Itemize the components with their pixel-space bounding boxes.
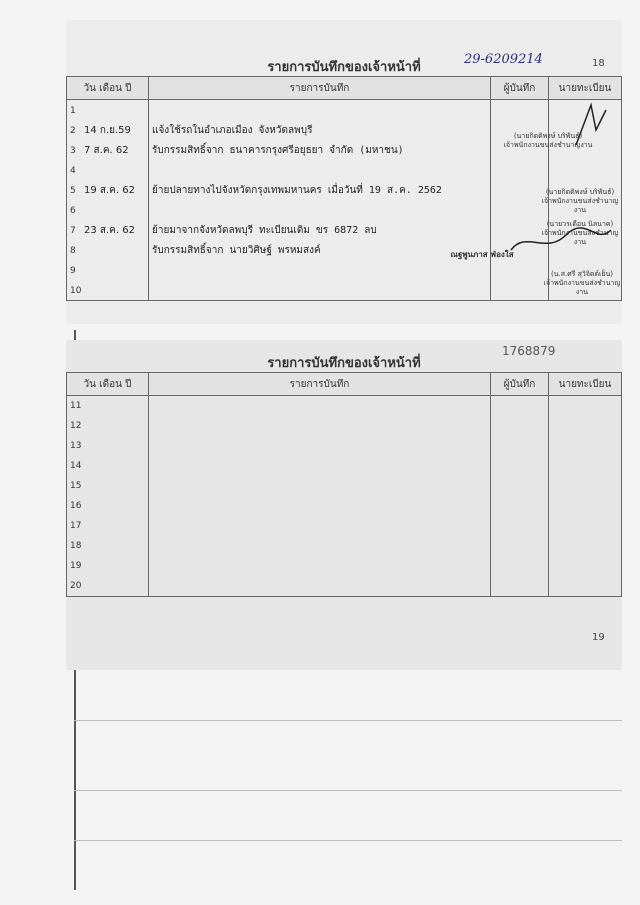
recorder-cell: [491, 476, 549, 496]
table-row: [67, 160, 622, 180]
date-cell: [67, 436, 149, 456]
date-cell: [67, 100, 149, 121]
handwritten-reference: 29-6209214: [464, 52, 543, 67]
row-number: 6: [70, 205, 76, 216]
recorder-cell: [491, 260, 549, 280]
date-cell: [67, 140, 149, 160]
serial-number: 1768879: [502, 344, 556, 358]
header-registrar: นายทะเบียน: [549, 373, 622, 396]
header-date: วัน เดือน ปี: [67, 373, 149, 396]
stamp-signature-4: ณฐพูนภาส ฟ่องใส: [450, 250, 514, 259]
recorder-cell: [491, 516, 549, 536]
table-row: [67, 260, 622, 280]
recorder-cell: [491, 160, 549, 180]
recorder-cell: [491, 556, 549, 576]
entry-cell: [149, 200, 491, 220]
divider: [74, 840, 622, 841]
sheet-title: รายการบันทึกของเจ้าหน้าที่: [267, 60, 421, 75]
entry-text: แจ้งใช้รถในอำเภอเมือง จังหวัดลพบุรี: [152, 124, 313, 136]
date-cell: [67, 416, 149, 436]
registrar-cell: [549, 576, 622, 597]
record-sheet-18: [66, 20, 622, 324]
entry-cell: [149, 556, 491, 576]
registrar-cell: [549, 496, 622, 516]
divider: [74, 790, 622, 791]
entry-cell: [149, 396, 491, 417]
recorder-cell: [491, 280, 549, 301]
entry-cell: [149, 280, 491, 301]
row-number: 10: [70, 285, 82, 296]
header-entry: รายการบันทึก: [149, 77, 491, 100]
date-cell: [67, 556, 149, 576]
sheet-title: รายการบันทึกของเจ้าหน้าที่: [267, 356, 421, 371]
date-value: 14 ก.ย.59: [84, 124, 131, 136]
header-registrar: นายทะเบียน: [549, 77, 622, 100]
table-row: [67, 536, 622, 556]
header-recorder: ผู้บันทึก: [491, 77, 549, 100]
date-cell: [67, 476, 149, 496]
date-cell: [67, 496, 149, 516]
date-cell: [67, 200, 149, 220]
row-number: 1: [70, 105, 76, 116]
entry-text: ย้ายปลายทางไปจังหวัดกรุงเทพมหานคร เมื่อวันที่ 19 ส.ค. 2562: [152, 184, 442, 196]
entry-cell: [149, 456, 491, 476]
row-number: 7: [70, 225, 76, 236]
date-cell: [67, 240, 149, 260]
date-value: 23 ส.ค. 62: [84, 224, 135, 236]
entry-cell: [149, 496, 491, 516]
table-row: [67, 556, 622, 576]
entry-cell: [149, 516, 491, 536]
row-number: 18: [70, 541, 82, 551]
registrar-cell: [549, 456, 622, 476]
entry-cell: [149, 260, 491, 280]
entry-cell: [149, 100, 491, 121]
handwritten-signature-icon: [571, 100, 611, 150]
date-cell: [67, 160, 149, 180]
row-number: 5: [70, 185, 76, 196]
entry-cell: [149, 536, 491, 556]
date-cell: [67, 536, 149, 556]
record-table: [66, 76, 622, 301]
recorder-cell: [491, 416, 549, 436]
header-recorder: ผู้บันทึก: [491, 373, 549, 396]
recorder-cell: [491, 576, 549, 597]
row-number: 4: [70, 165, 76, 176]
stamp-signature-2: (นายกิตติพงษ์ บริพันธ์) เจ้าพนักงานขนส่งชำนาญงาน: [541, 188, 619, 214]
date-cell: [67, 456, 149, 476]
entry-cell: [149, 240, 491, 260]
table-row: [67, 200, 622, 220]
row-number: 20: [70, 581, 82, 591]
row-number: 13: [70, 441, 82, 451]
registrar-cell: [549, 160, 622, 180]
divider: [74, 720, 622, 721]
record-table: [66, 372, 622, 597]
table-header-row: [67, 77, 622, 100]
registrar-cell: [549, 516, 622, 536]
table-row: [67, 180, 622, 200]
entry-cell: [149, 476, 491, 496]
entry-cell: [149, 160, 491, 180]
row-number: 12: [70, 421, 82, 431]
registrar-cell: [549, 556, 622, 576]
registrar-cell: [549, 416, 622, 436]
date-cell: [67, 516, 149, 536]
entry-cell: [149, 120, 491, 140]
recorder-cell: [491, 496, 549, 516]
row-number: 8: [70, 245, 76, 256]
table-row: [67, 416, 622, 436]
row-number: 3: [70, 145, 76, 156]
table-row: [67, 516, 622, 536]
registrar-cell: [549, 476, 622, 496]
entry-cell: [149, 436, 491, 456]
record-sheet-19: [66, 340, 622, 670]
recorder-cell: [491, 396, 549, 417]
stamp-signature-5: (น.ส.ศรี สุวิจิตต์เย็น) เจ้าพนักงานขนส่งชำนาญงาน: [543, 270, 621, 296]
stamp-signature-1: (นายกิตติพงษ์ บริพันธ์) เจ้าพนักงานขนส่งชำนาญงาน: [503, 132, 593, 149]
row-number: 14: [70, 461, 82, 471]
registrar-cell: [549, 396, 622, 417]
table-row: [67, 476, 622, 496]
stamp-signature-3: (นายวรเดือน นิลนาค) เจ้าพนักงานขนส่งชำนาญงาน: [541, 220, 619, 246]
entry-text: รับกรรมสิทธิ์จาก ธนาคารกรุงศรีอยุธยา จำกัด (มหาชน): [152, 144, 404, 156]
table-row: [67, 280, 622, 301]
recorder-cell: [491, 536, 549, 556]
table-header-row: [67, 373, 622, 396]
date-cell: [67, 180, 149, 200]
row-number: 16: [70, 501, 82, 511]
row-number: 19: [70, 561, 82, 571]
recorder-cell: [491, 436, 549, 456]
table-row: [67, 496, 622, 516]
entry-cell: [149, 140, 491, 160]
date-value: 7 ส.ค. 62: [84, 144, 129, 156]
entry-text: ย้ายมาจากจังหวัดลพบุรี ทะเบียนเดิม ขร 6872 ลบ: [152, 224, 377, 236]
table-row: [67, 436, 622, 456]
date-cell: [67, 576, 149, 597]
date-cell: [67, 120, 149, 140]
registrar-cell: [549, 436, 622, 456]
header-entry: รายการบันทึก: [149, 373, 491, 396]
table-row: [67, 396, 622, 417]
row-number: 17: [70, 521, 82, 531]
entry-cell: [149, 576, 491, 597]
table-row: [67, 576, 622, 597]
table-row: [67, 456, 622, 476]
date-cell: [67, 280, 149, 301]
date-cell: [67, 260, 149, 280]
entry-cell: [149, 180, 491, 200]
table-row: [67, 100, 622, 121]
entry-text: รับกรรมสิทธิ์จาก นายวิศิษฐ์ พรหมสงค์: [152, 244, 321, 256]
header-date: วัน เดือน ปี: [67, 77, 149, 100]
row-number: 15: [70, 481, 82, 491]
row-number: 9: [70, 265, 76, 276]
date-value: 19 ส.ค. 62: [84, 184, 135, 196]
page-number: 18: [592, 58, 605, 69]
row-number: 11: [70, 401, 82, 411]
date-cell: [67, 396, 149, 417]
handwritten-signature-2-icon: [506, 220, 616, 260]
recorder-cell: [491, 100, 549, 121]
entry-cell: [149, 416, 491, 436]
recorder-cell: [491, 456, 549, 476]
row-number: 2: [70, 125, 76, 136]
page-number: 19: [592, 632, 605, 643]
entry-cell: [149, 220, 491, 240]
date-cell: [67, 220, 149, 240]
registrar-cell: [549, 536, 622, 556]
